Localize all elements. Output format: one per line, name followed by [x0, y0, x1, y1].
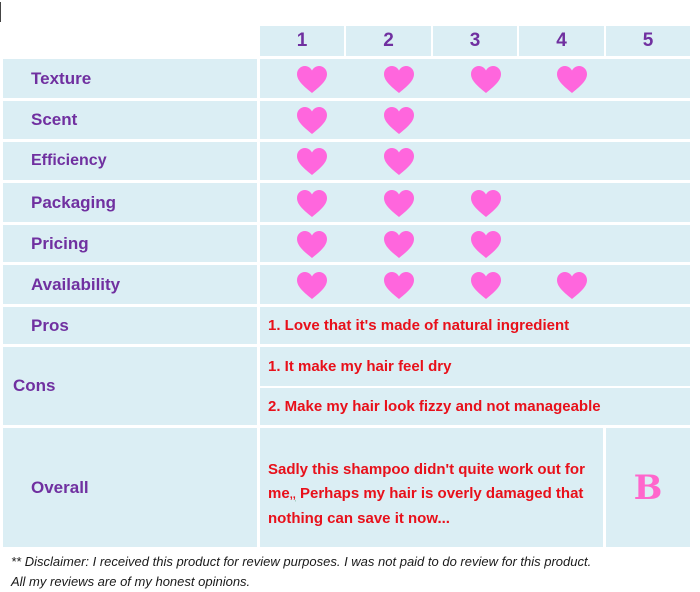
pros-label: Pros	[3, 307, 257, 344]
overall-label: Overall	[3, 428, 257, 547]
overall-comment	[260, 428, 603, 547]
heart-icon	[470, 189, 502, 219]
spellcheck-squiggle: ,,	[289, 489, 296, 501]
column-header-4: 4	[519, 26, 604, 56]
rating-label-texture: Texture	[3, 59, 257, 98]
text-cursor	[0, 2, 1, 22]
heart-icon	[470, 271, 502, 301]
cons-label: Cons	[3, 347, 257, 425]
overall-comment-line-1: Sadly this shampoo didn't quite work out for	[268, 461, 585, 478]
heart-icon	[296, 230, 328, 260]
heart-icon	[383, 106, 415, 136]
heart-icon	[296, 65, 328, 95]
heart-icon	[470, 65, 502, 95]
heart-icon	[296, 189, 328, 219]
column-header-1: 1	[260, 26, 344, 56]
cons-item-1: 1. It make my hair feel dry	[260, 347, 690, 386]
heart-icon	[383, 189, 415, 219]
heart-icon	[296, 147, 328, 177]
heart-icon	[383, 147, 415, 177]
rating-label-scent: Scent	[3, 101, 257, 139]
rating-label-pricing: Pricing	[3, 225, 257, 262]
heart-icon	[556, 65, 588, 95]
heart-icon	[383, 65, 415, 95]
disclaimer-line-1: ** Disclaimer: I received this product for review purposes. I was not paid to do review for this product.	[11, 554, 592, 569]
heart-icon	[556, 271, 588, 301]
heart-icon	[383, 271, 415, 301]
overall-comment-rest: Perhaps my hair is overly damaged that	[295, 485, 584, 502]
column-header-2: 2	[346, 26, 431, 56]
overall-grade: B	[606, 428, 690, 547]
pros-item-1: 1. Love that it's made of natural ingredient	[260, 307, 690, 344]
disclaimer-line-2: All my reviews are of my honest opinions.	[11, 574, 251, 589]
heart-icon	[470, 230, 502, 260]
overall-comment-line-3: nothing can save it now...	[268, 510, 450, 527]
rating-label-packaging: Packaging	[3, 183, 257, 222]
rating-label-availability: Availability	[3, 265, 257, 304]
heart-icon	[383, 230, 415, 260]
heart-icon	[296, 106, 328, 136]
rating-label-efficiency: Efficiency	[3, 142, 257, 180]
overall-comment-line-2	[268, 482, 593, 507]
overall-comment-me: me	[268, 485, 290, 502]
heart-icon	[296, 271, 328, 301]
cons-item-2: 2. Make my hair look fizzy and not manageable	[260, 388, 690, 425]
column-header-5: 5	[606, 26, 690, 56]
disclaimer	[11, 552, 691, 592]
column-header-3: 3	[433, 26, 517, 56]
